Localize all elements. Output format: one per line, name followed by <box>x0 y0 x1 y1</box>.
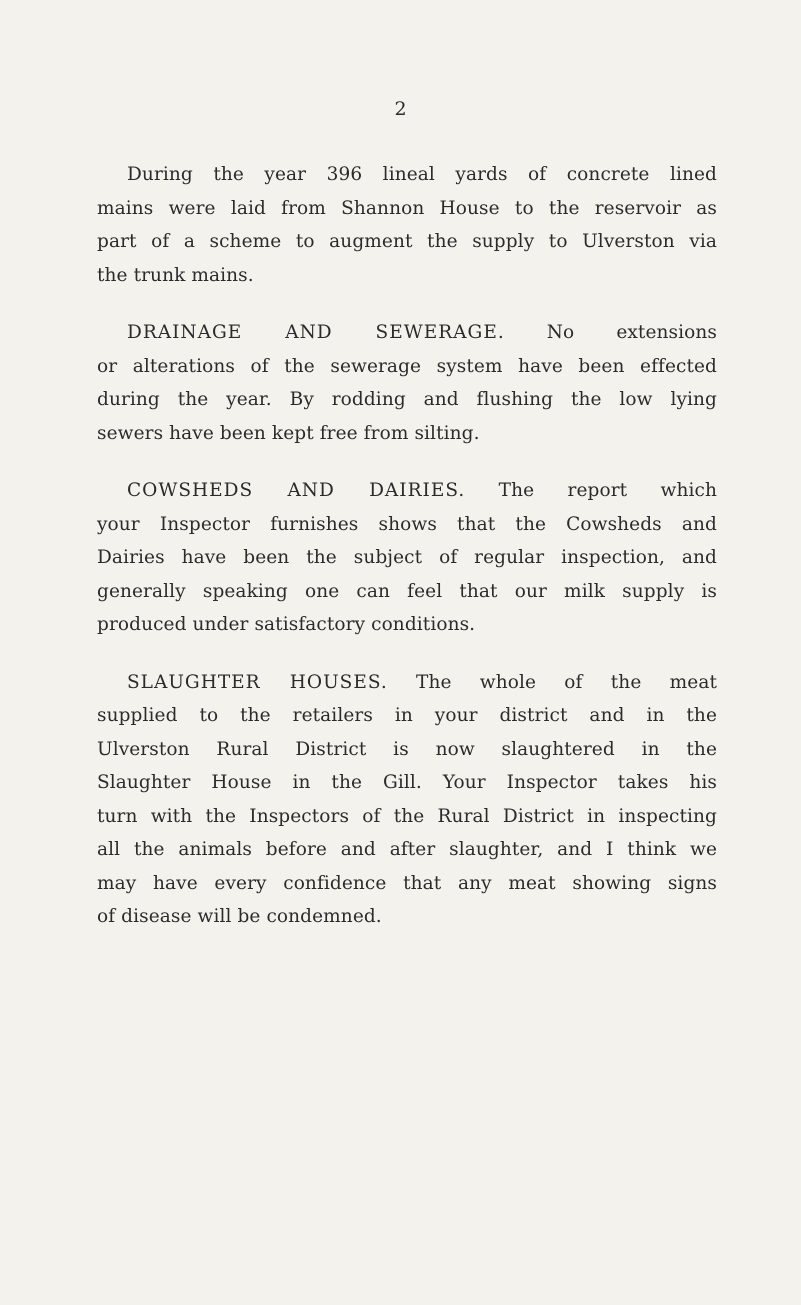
section-heading-drainage: DRAINAGE AND SEWERAGE. <box>127 322 505 343</box>
text-line: Slaughter House in the Gill. Your Inspector takes his <box>97 772 717 793</box>
text-line <box>97 474 717 508</box>
text-line: produced under satisfactory conditions. <box>97 614 476 635</box>
text-line: During the year 396 lineal yards of concrete lined <box>127 164 717 185</box>
text-line: of disease will be condemned. <box>97 906 382 927</box>
section-heading-cowsheds: COWSHEDS AND DAIRIES. <box>127 480 466 501</box>
text-line: or alterations of the sewerage system have been effected <box>97 355 717 377</box>
text-line <box>97 666 717 700</box>
text-line: supplied to the retailers in your district and in the <box>97 705 717 726</box>
paragraph-slaughter-houses <box>97 666 717 934</box>
text-line <box>97 316 717 350</box>
text-line: turn with the Inspectors of the Rural District in inspecting <box>97 805 717 827</box>
text-line: mains were laid from Shannon House to the reservoir as <box>97 197 717 219</box>
text-line-rest: The report which <box>498 480 718 501</box>
text-line: all the animals before and after slaughter, and I think we <box>97 839 717 860</box>
text-line-rest: The whole of the meat <box>416 671 717 693</box>
text-line: sewers have been kept free from silting. <box>97 422 480 444</box>
text-line: during the year. By rodding and flushing the low lying <box>97 389 717 410</box>
text-line: generally speaking one can feel that our milk supply is <box>97 580 717 602</box>
paragraph-water-supply <box>97 158 717 292</box>
text-line-rest: No extensions <box>546 322 717 343</box>
text-line: the trunk mains. <box>97 264 254 286</box>
section-heading-slaughter-houses: SLAUGHTER HOUSES. <box>127 671 388 693</box>
body-text <box>97 158 717 958</box>
paragraph-cowsheds <box>97 474 717 642</box>
text-line: part of a scheme to augment the supply to Ulverston via <box>97 231 717 252</box>
paragraph-drainage <box>97 316 717 450</box>
page-number: 2 <box>394 98 407 120</box>
text-line: Ulverston Rural District is now slaughtered in the <box>97 738 717 760</box>
text-line: Dairies have been the subject of regular inspection, and <box>97 547 717 568</box>
text-line: may have every confidence that any meat showing signs <box>97 872 717 894</box>
text-line: your Inspector furnishes shows that the Cowsheds and <box>97 513 717 535</box>
